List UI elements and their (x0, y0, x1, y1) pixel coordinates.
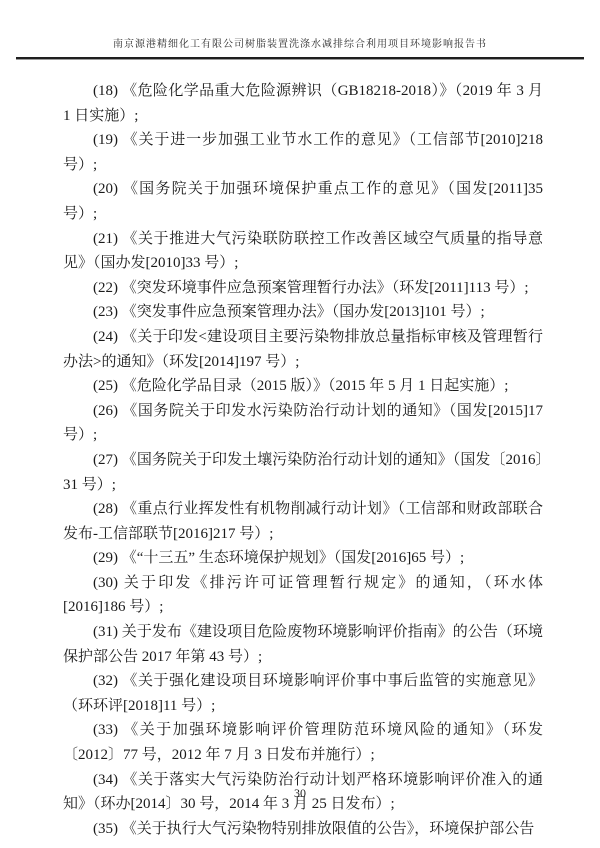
list-item: (24) 《关于印发<建设项目主要污染物排放总量指标审核及管理暂行办法>的通知》（环发[2014]197 号）; (63, 328, 543, 370)
page-number: 30 (294, 786, 306, 800)
list-item: (23) 《突发事件应急预案管理办法》（国办发[2013]101 号）; (93, 304, 485, 321)
list-item: (27) 《国务院关于印发土壤污染防治行动计划的通知》（国发〔2016〕31 号）; (63, 451, 543, 493)
list-item: (34) 《关于落实大气污染防治行动计划严格环境影响评价准入的通知》（环办[2014〕30 号，2014 年 3 月 25 日发布）; (63, 771, 543, 813)
list-item: (35) 《关于执行大气污染物特别排放限值的公告》，环境保护部公告 (93, 820, 535, 837)
list-item: (31) 关于发布《建设项目危险废物环境影响评价指南》的公告（环境保护部公告 2017 年第 43 号）; (63, 624, 543, 665)
list-item: (30) 关于印发《排污许可证管理暂行规定》的通知，（环水体[2016]186 号）; (63, 574, 543, 616)
list-item: (19) 《关于进一步加强工业节水工作的意见》（工信部节[2010]218 号）; (63, 132, 543, 173)
list-item: (22) 《突发环境事件应急预案管理暂行办法》（环发[2011]113 号）; (93, 279, 529, 296)
header-title: 南京源港精细化工有限公司树脂装置洗涤水减排综合利用项目环境影响报告书 (113, 39, 487, 50)
list-item: (28) 《重点行业挥发性有机物削减行动计划》（工信部和财政部联合发布-工信部联节[2016]217 号）; (63, 501, 543, 542)
list-item: (29) 《“十三五” 生态环境保护规划》（国发[2016]65 号）; (93, 550, 465, 567)
document-body (63, 79, 543, 841)
list-item: (26) 《国务院关于印发水污染防治行动计划的通知》（国发[2015]17 号）; (63, 402, 543, 444)
list-item: (20) 《国务院关于加强环境保护重点工作的意见》（国发[2011]35 号）; (63, 181, 543, 222)
page-footer (0, 786, 600, 801)
list-item: (32) 《关于强化建设项目环境影响评价事中事后监管的实施意见》（环环评[2018]11 号）; (63, 673, 543, 714)
header-rule-divider (16, 57, 584, 59)
list-item: (33) 《关于加强环境影响评价管理防范环境风险的通知》（环发〔2012〕77 号，2012 年 7 月 3 日发布并施行）; (63, 722, 543, 764)
list-item: (21) 《关于推进大气污染联防联控工作改善区域空气质量的指导意见》（国办发[2010]33 号）; (63, 230, 543, 272)
list-item: (25) 《危险化学品目录（2015 版）》（2015 年 5 月 1 日起实施）; (93, 378, 509, 395)
list-item: (18) 《危险化学品重大危险源辨识（GB18218-2018）》（2019 年 3 月 1 日实施）; (63, 83, 543, 124)
page-header (0, 0, 600, 59)
